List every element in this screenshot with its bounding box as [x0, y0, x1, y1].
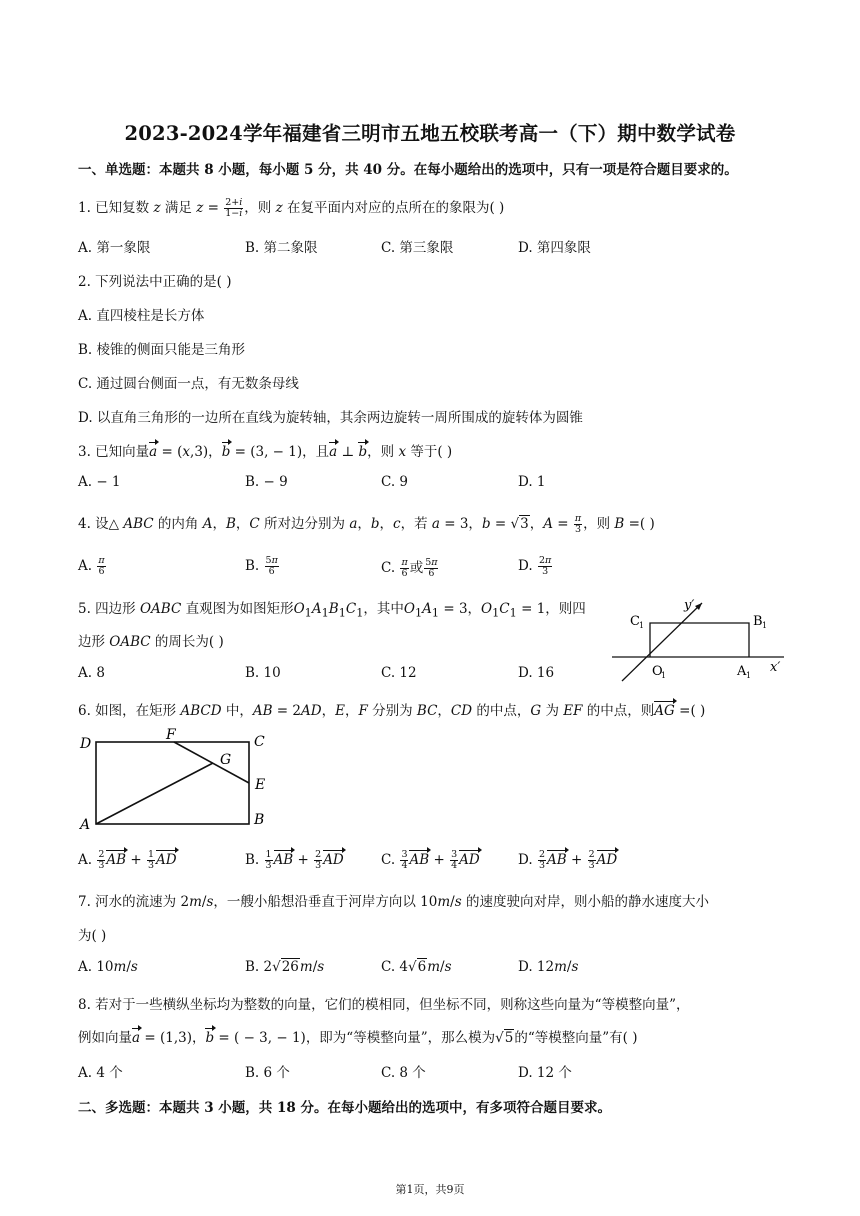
q6-text2: ，: [321, 703, 336, 719]
q1-prefix: 1. 已知复数: [78, 200, 150, 216]
q3-option-d: D. 1: [518, 474, 546, 490]
label-o1: O: [652, 664, 663, 679]
q6-text1: 中，: [225, 703, 253, 719]
section-1-heading: 一、单选题：本题共 8 小题，每小题 5 分，共 40 分。在每小题给出的选项中，只有一项是符合题目要求的。: [78, 162, 738, 178]
q6-text4: 的中点，: [476, 703, 531, 719]
q5-option-b: B. 10: [245, 665, 281, 681]
question-7-line-1: 7. 河水的流速为 2m/s，一艘小船想沿垂直于河岸方向以 10m/s 的速度驶向对岸，则小船的静水速度大小: [78, 894, 709, 910]
q1-option-d: D. 第四象限: [518, 240, 591, 256]
q6-prefix: 6. 如图，在矩形: [78, 703, 177, 719]
label-b1-sub: 1: [762, 621, 768, 630]
q4-text3: ，若: [400, 516, 428, 532]
q4-option-b: B. $\frac{5\pi}{6}$: [245, 555, 278, 577]
question-8-line-1: 8. 若对于一些横纵坐标均为整数的向量，它们的模相同，但坐标不同，则称这些向量为“等模整向量”，: [78, 997, 690, 1013]
q4-text2: 所对边分别为: [264, 516, 346, 532]
label-c1: C: [630, 614, 640, 629]
page-footer: 第1页，共9页: [395, 1183, 465, 1196]
question-6: 6. 如图，在矩形 ABCD 中，AB = 2AD，E，F 分别为 BC，CD 的中点，G 为 EF 的中点，则AG =( ): [78, 703, 706, 719]
q6-option-a: A. $\frac{2}{3}$ AB + $\frac{1}{3}$ AD: [78, 849, 177, 871]
label-c1-sub: 1: [639, 621, 645, 630]
label-d: D: [80, 736, 92, 752]
question-2: 2. 下列说法中正确的是( ): [78, 274, 232, 290]
q5-line1-a: 5. 四边形: [78, 601, 136, 617]
q3-prefix: 3. 已知向量: [78, 444, 150, 460]
label-y: y′: [684, 598, 695, 613]
q7-option-d: D. 12m/s: [518, 959, 579, 975]
q2-option-d: D. 以直角三角形的一边所在直线为旋转轴，其余两边旋转一周所围成的旋转体为圆锥: [78, 410, 583, 426]
q6-option-d: D. $\frac{2}{3}$ AB + $\frac{2}{3}$ AD: [518, 849, 618, 871]
label-o1-sub: 1: [661, 671, 667, 680]
q4-option-d: D. $\frac{2\pi}{3}$: [518, 555, 552, 577]
label-a: A: [80, 817, 91, 832]
q4-prefix: 4. 设△: [78, 516, 120, 532]
q8-option-a: A. 4 个: [78, 1065, 123, 1081]
label-f: F: [166, 728, 176, 743]
q1-mid1: 满足: [164, 200, 192, 216]
q8-option-b: B. 6 个: [245, 1065, 290, 1081]
q1-option-b: B. 第二象限: [245, 240, 318, 256]
q6-option-b: B. $\frac{1}{3}$ AB + $\frac{2}{3}$ AD: [245, 849, 344, 871]
q7-option-a: A. 10m/s: [78, 959, 138, 975]
segment-ag: [96, 763, 213, 824]
question-5-line-1: 5. 四边形 OABC 直观图为如图矩形$O_1A_1B_1C_1$，其中$O_1A_1 = 3$，$O_1C_1 = 1$，则四: [78, 601, 586, 620]
section-2-heading: 二、多选题：本题共 3 小题，共 18 分。在每小题给出的选项中，有多项符合题目要求。: [78, 1100, 611, 1116]
q5-figure: [608, 595, 790, 687]
label-b: B: [254, 812, 265, 828]
question-1: 1. 已知复数 z 满足 z = $\frac{2+i}{1-i}$ ，则 z 在复平面内对应的点所在的象限为( ): [78, 197, 505, 219]
q8-line2-a: 例如向量: [78, 1030, 132, 1046]
q7-option-b: B. 2√26m/s: [245, 959, 325, 975]
label-a1-sub: 1: [746, 671, 752, 680]
q1-option-c: C. 第三象限: [381, 240, 454, 256]
q1-fraction: $\frac{2+i}{1-i}$: [225, 197, 243, 219]
q2-option-b: B. 棱锥的侧面只能是三角形: [78, 342, 246, 358]
q5-option-a: A. 8: [78, 665, 105, 681]
q7-line1-b: ，一艘小船想沿垂直于河岸方向以: [213, 894, 416, 910]
q3-option-c: C. 9: [381, 474, 409, 490]
q3-option-b: B. − 9: [245, 474, 288, 490]
q7-line1-c: 的速度驶向对岸，则小船的静水速度大小: [465, 894, 709, 910]
q4-option-c: C. $\frac{\pi}{6}$ 或 $\frac{5\pi}{6}$: [381, 557, 438, 579]
page-title: 2023-2024学年福建省三明市五地五校联考高一（下）期中数学试卷: [124, 122, 736, 145]
q1-suffix: 在复平面内对应的点所在的象限为( ): [287, 200, 505, 216]
question-3: 3. 已知向量a = (x,3)，b = (3, − 1)，且a ⊥ b，则 x 等于( ): [78, 444, 453, 460]
q8-line2-c: 的“等模整向量”有( ): [514, 1030, 638, 1046]
q6-text3: 分别为: [372, 703, 413, 719]
q7-line1-a: 7. 河水的流速为: [78, 894, 177, 910]
q6-figure: [76, 728, 276, 832]
q2-option-c: C. 通过圆台侧面一点，有无数条母线: [78, 376, 299, 392]
q5-line2-a: 边形: [78, 634, 105, 650]
q8-option-c: C. 8 个: [381, 1065, 426, 1081]
label-c: C: [254, 734, 265, 750]
q6-text5: 为: [545, 703, 559, 719]
q1-mid2: ，则: [244, 200, 272, 216]
question-7-line-2: 为( ): [78, 928, 107, 944]
question-4: 4. 设△ ABC 的内角 A，B，C 所对边分别为 a，b，c，若 a = 3，b = √3，A = $\frac{\pi}{3}$ ，则 B =( ): [78, 513, 655, 535]
q5-option-d: D. 16: [518, 665, 555, 681]
label-e: E: [255, 777, 266, 793]
q5-line2-b: 的周长为( ): [154, 634, 224, 650]
q5-option-c: C. 12: [381, 665, 417, 681]
q5-line1-d: ，则四: [545, 601, 586, 617]
q5-line1-c: ，其中: [363, 601, 404, 617]
q1-option-a: A. 第一象限: [78, 240, 151, 256]
q7-option-c: C. 4√6m/s: [381, 959, 452, 975]
q6-text6: 的中点，则: [586, 703, 655, 719]
q5-line1-b: 直观图为如图矩形: [185, 601, 294, 617]
q2-option-a: A. 直四棱柱是长方体: [78, 308, 205, 324]
q8-line2-b: ，即为“等模整向量”，那么模为: [305, 1030, 496, 1046]
q8-option-d: D. 12 个: [518, 1065, 572, 1081]
label-x: x′: [770, 660, 781, 675]
label-g: G: [220, 752, 232, 768]
q4-option-a: A. $\frac{\pi}{6}$: [78, 555, 105, 577]
q6-option-c: C. $\frac{3}{4}$ AB + $\frac{3}{4}$ AD: [381, 849, 480, 871]
q3-option-a: A. − 1: [78, 474, 121, 490]
question-8-line-2: 例如向量a = (1,3)，b = ( − 3, − 1)，即为“等模整向量”，那么模为√5的“等模整向量”有( ): [78, 1030, 638, 1046]
q4-text1: 的内角: [157, 516, 199, 532]
label-a1: A: [737, 664, 747, 679]
question-5-line-2: 边形 OABC 的周长为( ): [78, 634, 224, 650]
label-b1: B: [753, 614, 763, 629]
